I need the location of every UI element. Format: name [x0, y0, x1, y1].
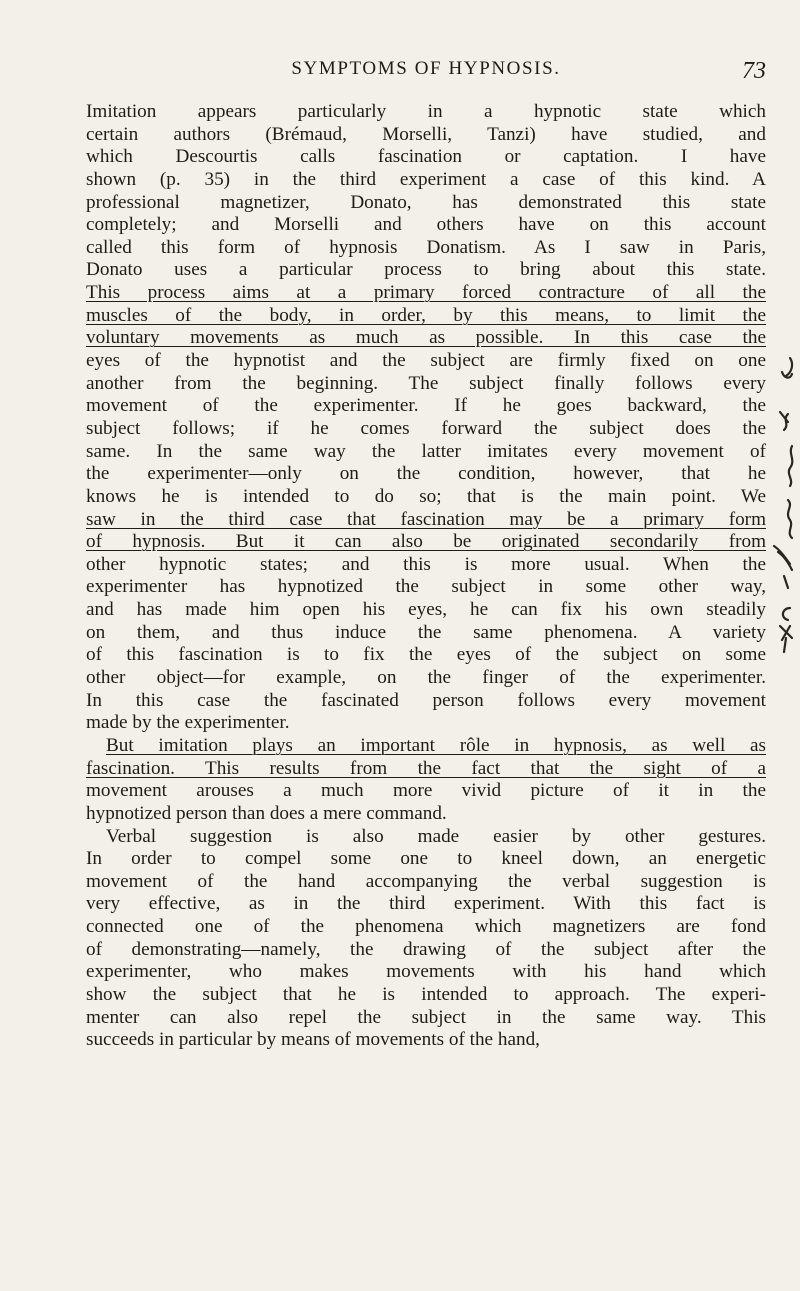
text-line: other object—for example, on the finger of the experimenter.	[86, 667, 766, 689]
text-line: completely; and Morselli and others have on this account	[86, 214, 766, 236]
underlined-text-line: of hypnosis. But it can also be originated secondarily from	[86, 531, 766, 553]
text-line: Imitation appears particularly in a hypnotic state which	[86, 101, 766, 122]
text-line: movement of the hand accompanying the verbal suggestion is	[86, 870, 766, 892]
text-line: of this fascination is to fix the eyes of the subject on some	[86, 644, 766, 666]
text-line: knows he is intended to do so; that is the main point. We	[86, 485, 766, 507]
underlined-text-line: muscles of the body, in order, by this means, to limit the	[86, 304, 766, 326]
underlined-text-line: voluntary movements as much as possible. In this case the	[86, 327, 766, 349]
running-head	[86, 54, 766, 84]
text-line: on them, and thus induce the same phenomena. A variety	[86, 621, 766, 643]
text-line: other hypnotic states; and this is more usual. When the	[86, 553, 766, 575]
text-line: professional magnetizer, Donato, has demonstrated this state	[86, 191, 766, 213]
text-line: shown (p. 35) in the third experiment a case of this kind. A	[86, 168, 766, 190]
text-line: experimenter has hypnotized the subject in some other way,	[86, 576, 766, 598]
text-line: very effective, as in the third experiment. With this fact is	[86, 893, 766, 915]
text-line: Verbal suggestion is also made easier by other gestures.	[106, 825, 766, 847]
underlined-text-line: But imitation plays an important rôle in hypnosis, as well as	[106, 734, 766, 756]
text-line: subject follows; if he comes forward the subject does the	[86, 417, 766, 439]
text-line: eyes of the hypnotist and the subject are firmly fixed on one	[86, 350, 766, 372]
page-number: 73	[742, 58, 766, 84]
text-line: hypnotized person than does a mere command.	[86, 802, 447, 824]
underlined-text-line: fascination. This results from the fact that the sight of a	[86, 757, 766, 779]
text-line: menter can also repel the subject in the same way. This	[86, 1006, 766, 1028]
text-line: movement arouses a much more vivid picture of it in the	[86, 780, 766, 802]
underlined-text-line: saw in the third case that fascination may be a primary form	[86, 508, 766, 530]
text-line: show the subject that he is intended to approach. The experi-	[86, 983, 766, 1005]
text-line: which Descourtis calls fascination or captation. I have	[86, 146, 766, 168]
text-line: the experimenter—only on the condition, however, that he	[86, 463, 766, 485]
running-title: SYMPTOMS OF HYPNOSIS.	[291, 58, 561, 79]
underlined-text-line: This process aims at a primary forced contracture of all the	[86, 282, 766, 304]
text-line: and has made him open his eyes, he can fix his own steadily	[86, 599, 766, 621]
text-line: made by the experimenter.	[86, 712, 290, 734]
margin-pencil-marks	[770, 350, 798, 710]
text-line: connected one of the phenomena which magnetizers are fond	[86, 916, 766, 938]
body-text	[86, 101, 766, 1052]
text-line: movement of the experimenter. If he goes backward, the	[86, 395, 766, 417]
text-line: In this case the fascinated person follows every movement	[86, 689, 766, 711]
text-line: called this form of hypnosis Donatism. As I saw in Paris,	[86, 236, 766, 258]
text-line: Donato uses a particular process to bring about this state.	[86, 259, 766, 281]
text-line: same. In the same way the latter imitates every movement of	[86, 440, 766, 462]
text-line: experimenter, who makes movements with his hand which	[86, 961, 766, 983]
text-line: another from the beginning. The subject finally follows every	[86, 372, 766, 394]
text-line: succeeds in particular by means of movements of the hand,	[86, 1029, 540, 1051]
text-line: certain authors (Brémaud, Morselli, Tanzi) have studied, and	[86, 123, 766, 145]
text-line: In order to compel some one to kneel down, an energetic	[86, 848, 766, 870]
text-line: of demonstrating—namely, the drawing of the subject after the	[86, 938, 766, 960]
